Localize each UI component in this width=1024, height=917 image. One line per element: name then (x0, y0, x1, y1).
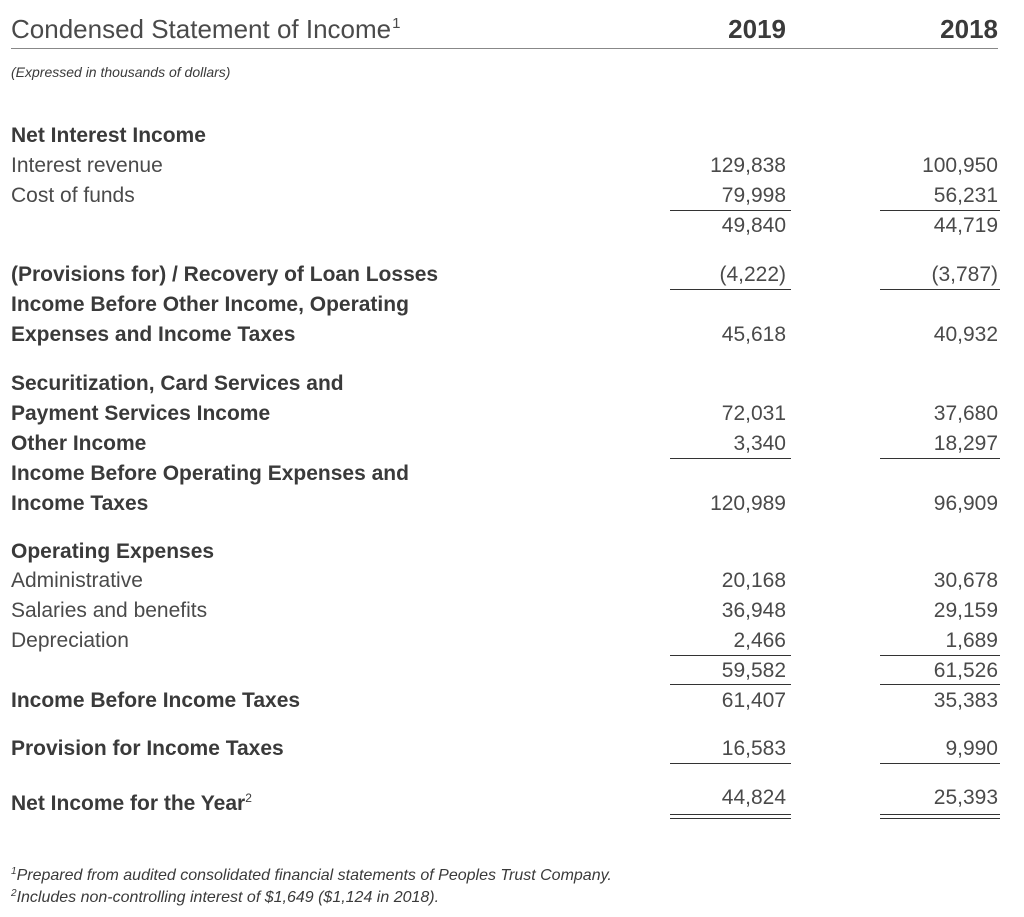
row-label-administrative: Administrative (11, 569, 143, 592)
value-provisions-2019: (4,222) (719, 263, 786, 286)
section-heading-operating-expenses: Operating Expenses (11, 540, 215, 563)
header-divider (11, 48, 998, 49)
value-administrative-2019: 20,168 (721, 569, 786, 592)
subtotal-rule-2018 (880, 763, 1000, 764)
footnote-2-mark: 2 (11, 888, 17, 899)
value-provisions-2018: (3,787) (931, 263, 998, 286)
value-other-income-2018: 18,297 (933, 432, 998, 455)
subtotal-rule-2019 (670, 289, 791, 290)
value-salaries-2019: 36,948 (721, 599, 786, 622)
net-income-footnote-mark: 2 (245, 791, 252, 805)
subtotal-rule-2018 (880, 458, 1000, 459)
value-income-before-other-2019: 45,618 (721, 323, 786, 346)
row-label-interest-revenue: Interest revenue (11, 154, 163, 177)
column-header-2019: 2019 (728, 14, 786, 44)
value-interest-revenue-2018: 100,950 (922, 154, 998, 177)
row-label-net-income: Net Income for the Year$^2$ (11, 791, 252, 815)
page-title: Condensed Statement of Income$^1$ (11, 14, 401, 44)
value-provision-for-income-taxes-2018: 9,990 (945, 737, 998, 760)
row-label-income-before-opex-line1: Income Before Operating Expenses and (11, 462, 409, 485)
footnote-2: $^2$Includes non-controlling interest of $1,649 ($1,124 in 2018). (11, 888, 440, 906)
subtotal-rule-2018 (880, 289, 1000, 290)
double-rule-top-2019 (670, 814, 791, 815)
value-depreciation-2019: 2,466 (733, 629, 786, 652)
value-provision-for-income-taxes-2019: 16,583 (721, 737, 786, 760)
row-label-income-before-opex-line2: Income Taxes (11, 492, 149, 515)
row-label-income-before-other-line2: Expenses and Income Taxes (11, 323, 296, 346)
value-interest-revenue-2019: 129,838 (710, 154, 786, 177)
double-rule-bottom-2019 (670, 818, 791, 819)
value-depreciation-2018: 1,689 (945, 629, 998, 652)
row-label-provision-for-income-taxes: Provision for Income Taxes (11, 737, 284, 760)
footnote-1-mark: 1 (11, 866, 17, 877)
value-cost-of-funds-2018: 56,231 (933, 184, 998, 207)
subtotal-rule-2019 (670, 684, 791, 685)
row-label-salaries: Salaries and benefits (11, 599, 208, 622)
section-heading-net-interest-income: Net Interest Income (11, 124, 206, 147)
value-income-before-other-2018: 40,932 (933, 323, 998, 346)
subtotal-rule-2019 (670, 763, 791, 764)
row-label-securitization-line1: Securitization, Card Services and (11, 372, 344, 395)
value-income-before-income-taxes-2018: 35,383 (933, 689, 998, 712)
double-rule-top-2018 (880, 814, 1000, 815)
value-income-before-opex-2018: 96,909 (933, 492, 998, 515)
value-administrative-2018: 30,678 (933, 569, 998, 592)
value-net-income-2018: 25,393 (933, 786, 998, 809)
row-label-income-before-other-line1: Income Before Other Income, Operating (11, 293, 409, 316)
column-header-2018: 2018 (940, 14, 998, 44)
row-label-cost-of-funds: Cost of funds (11, 184, 135, 207)
row-label-provisions: (Provisions for) / Recovery of Loan Losses (11, 263, 439, 286)
value-securitization-2018: 37,680 (933, 402, 998, 425)
value-income-before-opex-2019: 120,989 (710, 492, 786, 515)
footnote-1: $^1$Prepared from audited consolidated financial statements of Peoples Trust Company. (11, 866, 612, 884)
value-cost-of-funds-2019: 79,998 (721, 184, 786, 207)
row-label-depreciation: Depreciation (11, 629, 129, 652)
title-footnote-mark: 1 (392, 15, 401, 32)
row-label-securitization-line2: Payment Services Income (11, 402, 271, 425)
value-net-interest-income-2018: 44,719 (933, 214, 998, 237)
value-income-before-income-taxes-2019: 61,407 (721, 689, 786, 712)
value-net-income-2019: 44,824 (721, 786, 786, 809)
value-net-interest-income-2019: 49,840 (721, 214, 786, 237)
double-rule-bottom-2018 (880, 818, 1000, 819)
value-salaries-2018: 29,159 (933, 599, 998, 622)
subtotal-rule-2019 (670, 458, 791, 459)
value-opex-total-2019: 59,582 (721, 659, 786, 682)
units-subtitle: (Expressed in thousands of dollars) (11, 64, 231, 80)
subtotal-rule-2018 (880, 684, 1000, 685)
row-label-other-income: Other Income (11, 432, 147, 455)
row-label-income-before-income-taxes: Income Before Income Taxes (11, 689, 301, 712)
value-other-income-2019: 3,340 (733, 432, 786, 455)
value-securitization-2019: 72,031 (721, 402, 786, 425)
value-opex-total-2018: 61,526 (933, 659, 998, 682)
